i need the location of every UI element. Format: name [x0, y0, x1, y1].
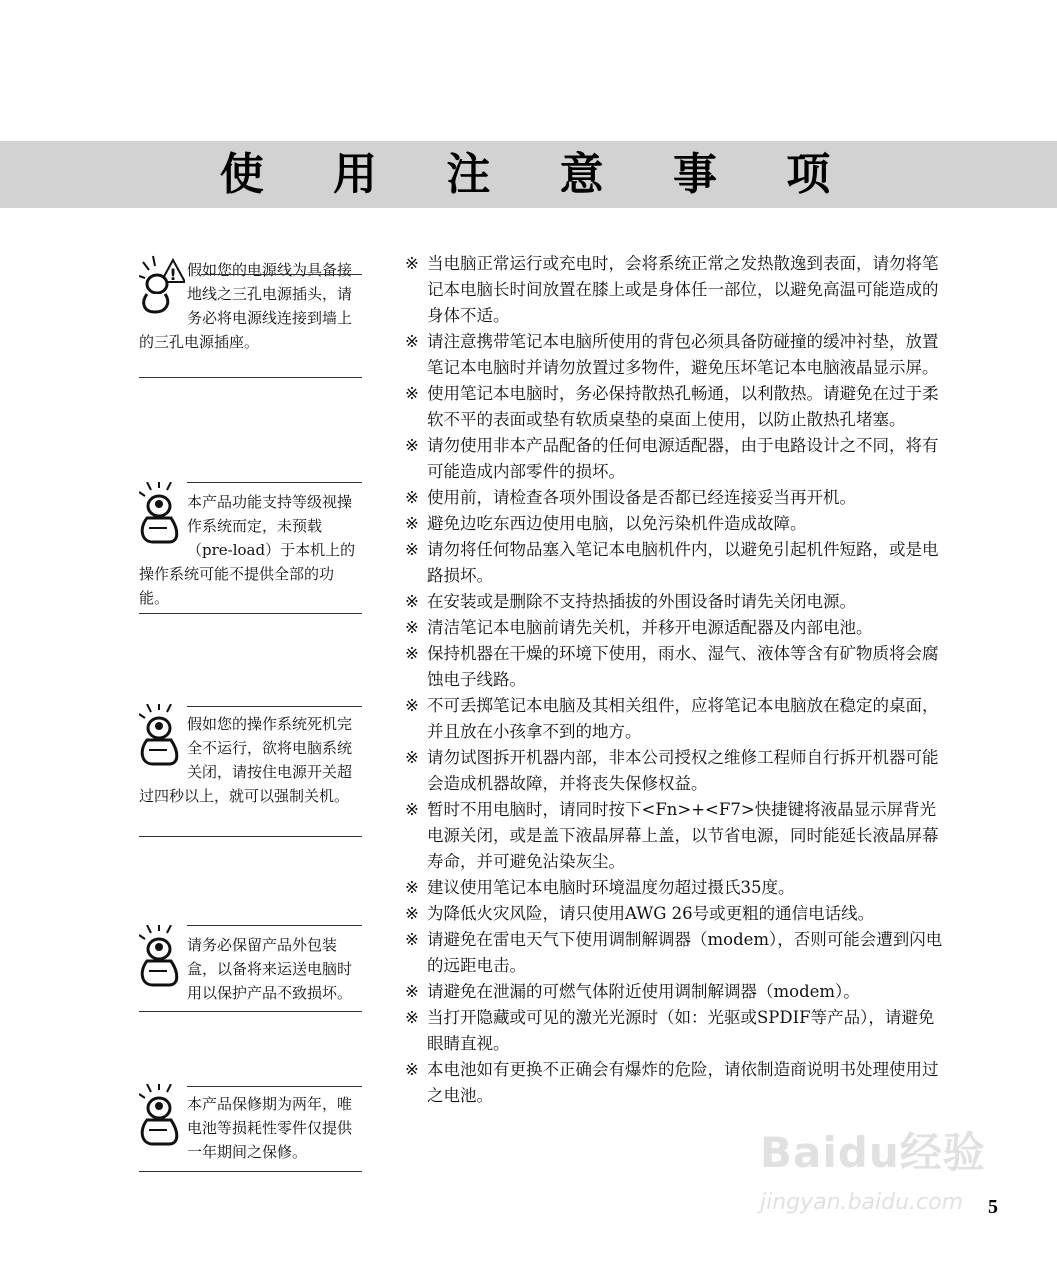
- list-item: [405, 433, 950, 485]
- list-item-text: 为降低火灾风险，请只使用AWG 26号或更粗的通信电话线。: [427, 904, 875, 923]
- list-item-text: 请注意携带笔记本电脑所使用的背包必须具备防碰撞的缓冲衬垫，放置笔记本电脑时并请勿放置过多物件，避免压坏笔记本电脑液晶显示屏。: [427, 332, 939, 377]
- list-item: [405, 927, 950, 979]
- list-item-text: 请避免在雷电天气下使用调制解调器（modem），否则可能会遭到闪电的远距电击。: [427, 930, 943, 975]
- list-item-text: 避免边吃东西边使用电脑，以免污染机件造成故障。: [427, 514, 807, 533]
- list-item: [405, 901, 950, 927]
- divider: [139, 1011, 362, 1012]
- reference-mark: ※: [405, 332, 419, 351]
- reference-mark: ※: [405, 592, 419, 611]
- precautions-list: [405, 251, 950, 1109]
- divider: [139, 1171, 362, 1172]
- list-item: [405, 485, 950, 511]
- reference-mark: ※: [405, 696, 419, 715]
- list-item-text: 请勿将任何物品塞入笔记本电脑机件内，以避免引起机件短路，或是电路损坏。: [427, 540, 939, 585]
- reference-mark: ※: [405, 1060, 419, 1079]
- list-item: [405, 1057, 950, 1109]
- side-note-packaging: [139, 933, 362, 1005]
- reference-mark: ※: [405, 540, 419, 559]
- list-item: [405, 381, 950, 433]
- list-item-text: 当电脑正常运行或充电时，会将系统正常之发热散逸到表面，请勿将笔记本电脑长时间放置在膝上或是身体任一部位，以避免高温可能造成的身体不适。: [427, 254, 939, 325]
- reference-mark: ※: [405, 800, 419, 819]
- list-item: [405, 641, 950, 693]
- side-note-text: 本产品功能支持等级视操作系统而定，未预载（pre-load）于本机上的操作系统可能不提供全部的功能。: [139, 493, 356, 607]
- list-item: [405, 797, 950, 875]
- divider: [139, 836, 362, 837]
- list-item-text: 请避免在泄漏的可燃气体附近使用调制解调器（modem）。: [427, 982, 860, 1001]
- list-item-text: 本电池如有更换不正确会有爆炸的危险，请依制造商说明书处理使用过之电池。: [427, 1060, 939, 1105]
- list-item-text: 使用前，请检查各项外围设备是否都已经连接妥当再开机。: [427, 488, 856, 507]
- reference-mark: ※: [405, 514, 419, 533]
- list-item-text: 建议使用笔记本电脑时环境温度勿超过摄氏35度。: [427, 878, 795, 897]
- reference-mark: ※: [405, 878, 419, 897]
- side-note-text: 假如您的操作系统死机完全不运行，欲将电脑系统关闭，请按住电源开关超过四秒以上，就可以强制关机。: [139, 715, 353, 805]
- side-note-text: 本产品保修期为两年，唯电池等损耗性零件仅提供一年期间之保修。: [187, 1095, 353, 1161]
- reference-mark: ※: [405, 644, 419, 663]
- side-note-text: 请务必保留产品外包装盒，以备将来运送电脑时用以保护产品不致损坏。: [187, 936, 353, 1002]
- page-title: 使 用 注 意 事 项: [219, 149, 858, 200]
- list-item: [405, 329, 950, 381]
- side-note-power-plug: [139, 258, 362, 354]
- list-item: [405, 1005, 950, 1057]
- reference-mark: ※: [405, 436, 419, 455]
- warning-person-icon: [139, 250, 185, 320]
- side-note-warranty: [139, 1092, 362, 1164]
- watermark-brand: Baidu经验: [760, 1128, 986, 1177]
- side-note-shutdown: [139, 712, 362, 808]
- list-item: [405, 615, 950, 641]
- reference-mark: ※: [405, 1008, 419, 1027]
- list-item-text: 清洁笔记本电脑前请先关机，并移开电源适配器及内部电池。: [427, 618, 873, 637]
- list-item-text: 请勿使用非本产品配备的任何电源适配器，由于电路设计之不同，将有可能造成内部零件的损坏。: [427, 436, 939, 481]
- list-item-text: 保持机器在干燥的环境下使用，雨水、湿气、液体等含有矿物质将会腐蚀电子线路。: [427, 644, 939, 689]
- side-note-preload: [139, 490, 362, 610]
- reference-mark: ※: [405, 618, 419, 637]
- list-item: [405, 511, 950, 537]
- divider: [139, 613, 362, 614]
- list-item-text: 请勿试图拆开机器内部，非本公司授权之维修工程师自行拆开机器可能会造成机器故障，并将丧失保修权益。: [427, 748, 939, 793]
- list-item: [405, 745, 950, 797]
- reference-mark: ※: [405, 254, 419, 273]
- divider: [139, 377, 362, 378]
- list-item: [405, 251, 950, 329]
- idea-person-icon: [139, 1084, 185, 1154]
- svg-text:!: !: [169, 265, 177, 284]
- list-item: [405, 979, 950, 1005]
- watermark: [760, 1120, 1020, 1240]
- reference-mark: ※: [405, 904, 419, 923]
- reference-mark: ※: [405, 384, 419, 403]
- idea-person-icon: [139, 925, 185, 995]
- list-item-text: 使用笔记本电脑时，务必保持散热孔畅通，以利散热。请避免在过于柔软不平的表面或垫有软质桌垫的桌面上使用，以防止散热孔堵塞。: [427, 384, 939, 429]
- list-item-text: 暂时不用电脑时，请同时按下<Fn>+<F7>快捷键将液晶显示屏背光电源关闭，或是盖下液晶屏幕上盖，以节省电源，同时能延长液晶屏幕寿命，并可避免沾染灰尘。: [427, 800, 939, 871]
- reference-mark: ※: [405, 748, 419, 767]
- side-note-text: 假如您的电源线为具备接地线之三孔电源插头，请务必将电源线连接到墙上的三孔电源插座。: [139, 261, 353, 351]
- page-number: 5: [988, 1196, 998, 1218]
- list-item: [405, 589, 950, 615]
- list-item: [405, 875, 950, 901]
- list-item: [405, 537, 950, 589]
- idea-person-icon: [139, 482, 185, 552]
- idea-person-icon: [139, 704, 185, 774]
- list-item-text: 不可丢掷笔记本电脑及其相关组件，应将笔记本电脑放在稳定的桌面，并且放在小孩拿不到的地方。: [427, 696, 939, 741]
- list-item-text: 当打开隐藏或可见的激光光源时（如：光驱或SPDIF等产品），请避免眼睛直视。: [427, 1008, 935, 1053]
- list-item-text: 在安装或是删除不支持热插拔的外围设备时请先关闭电源。: [427, 592, 856, 611]
- reference-mark: ※: [405, 488, 419, 507]
- watermark-url: jingyan.baidu.com: [760, 1190, 964, 1215]
- reference-mark: ※: [405, 930, 419, 949]
- reference-mark: ※: [405, 982, 419, 1001]
- list-item: [405, 693, 950, 745]
